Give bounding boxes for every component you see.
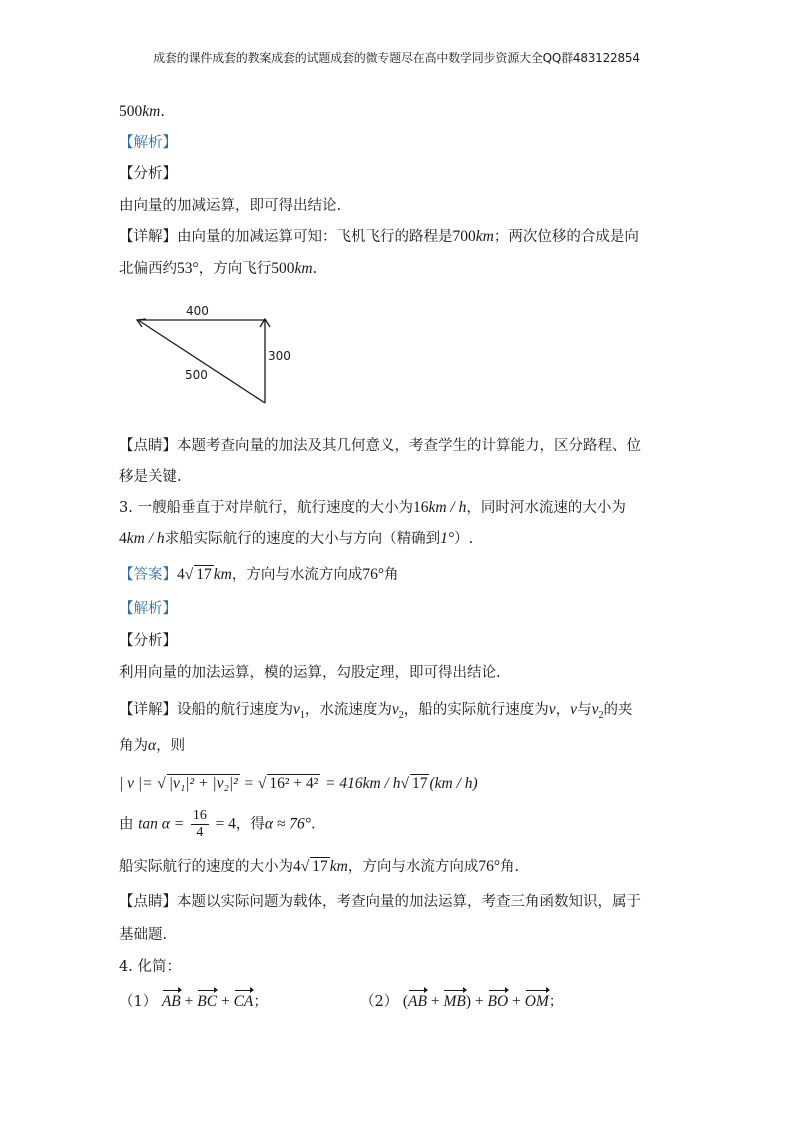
q3-section-jiexi: 【解析】 (119, 601, 177, 617)
answer-continuation: 500km. (119, 103, 165, 120)
page-header: 成套的课件成套的教案成套的试题成套的微专题尽在高中数学同步资源大全QQ群483122854 (153, 51, 640, 65)
hypotenuse-line (138, 320, 265, 403)
q3-fenxi-text: 利用向量的加法运算，模的运算，勾股定理，即可得出结论. (119, 665, 501, 681)
section-fenxi: 【分析】 (119, 166, 177, 182)
fenxi-text: 由向量的加减运算，即可得出结论. (119, 198, 342, 214)
xiangjie-line-2: 北偏西约53°，方向飞行500km. (119, 260, 318, 277)
label-400: 400 (186, 304, 209, 318)
q3-xiangjie-line-2: 角为α，则 (119, 737, 186, 754)
q3-dianjing-line-2: 基础题. (119, 927, 168, 943)
label-500: 500 (185, 368, 208, 382)
q4-part-1: （1） AB + BC + CA； (119, 993, 268, 1010)
q3-equation-modulus: | v |= √ |v₁|² + |v₂|² = √ 16² + 4² = 416km / h√ 17 (km / h) (119, 775, 478, 792)
dianjing-line-2: 移是关键. (119, 469, 182, 485)
q3-line-2: 4km / h求船实际航行的速度的大小与方向（精确到1°）. (119, 530, 474, 547)
q3-line-1: 3. 一艘船垂直于对岸航行，航行速度的大小为16km / h，同时河水流速的大小为 (119, 499, 626, 516)
fraction-16-over-4: $\frac{16}{4}$ (192, 808, 207, 840)
q4-part-2: （2） (AB + MB) + BO + OM； (360, 993, 564, 1010)
q3-answer: 【答案】4√ 17 km，方向与水流方向成76°角 (119, 566, 399, 583)
section-jiexi: 【解析】 (119, 135, 177, 151)
vector-triangle-diagram (130, 300, 310, 410)
q3-xiangjie-line-1: 【详解】设船的航行速度为$v_1$，水流速度为$v_2$，船的实际航行速度为v，v与$v_2$的夹 (119, 701, 633, 721)
q3-dianjing-line-1: 【点睛】本题以实际问题为载体，考查向量的加法运算，考查三角函数知识，属于 (119, 894, 641, 910)
q4-title: 4. 化简： (119, 959, 181, 975)
q3-conclusion: 船实际航行的速度的大小为4√ 17 km，方向与水流方向成76°角. (119, 858, 520, 875)
xiangjie-line-1: 【详解】由向量的加减运算可知：飞机飞行的路程是700km；两次位移的合成是向 (119, 228, 639, 245)
q3-section-fenxi: 【分析】 (119, 633, 177, 649)
dianjing-line-1: 【点睛】本题考查向量的加法及其几何意义，考查学生的计算能力，区分路程、位 (119, 438, 641, 454)
q3-equation-tan: 由 tan α = $\frac{16}{4}$ = 4，得α ≈ 76°. (119, 808, 316, 840)
label-300: 300 (268, 349, 291, 363)
